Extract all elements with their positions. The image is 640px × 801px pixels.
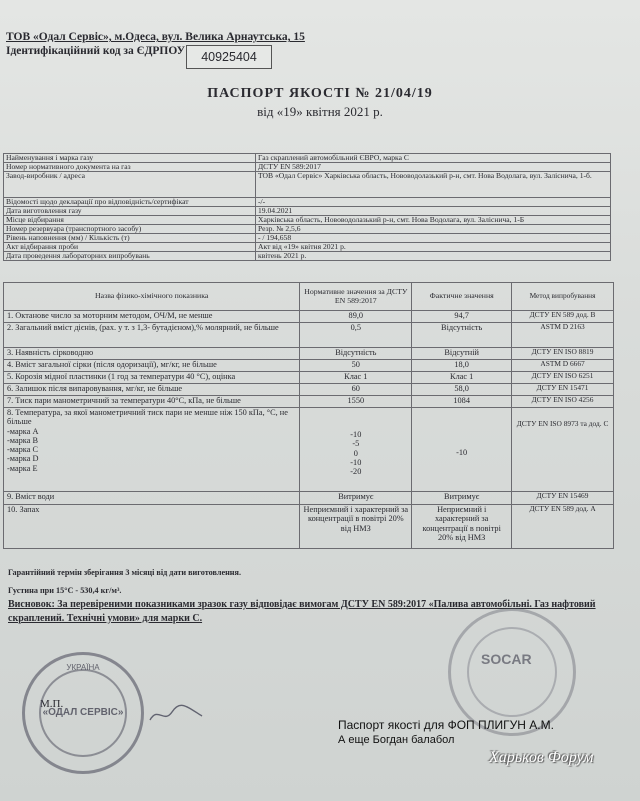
norm-c: 0 bbox=[353, 448, 358, 458]
row8-actual: -10 bbox=[412, 408, 512, 492]
density-note: Густина при 15°С - 530,4 кг/м³. bbox=[8, 586, 122, 595]
table-row: 5. Корозія мідної пластинки (1 год за температури 40 °С), оцінка Клас 1 Клас 1 ДСТУ EN ISO 6251 bbox=[4, 372, 614, 384]
table-row: 3. Наявність сірководню Відсутність Відсутній ДСТУ EN ISO 8819 bbox=[4, 348, 614, 360]
storage-note: Гарантійний термін зберігання 3 місяці від дати виготовлення. bbox=[8, 568, 242, 577]
conclusion: Висновок: За перевіреними показниками зразок газу відповідає вимогам ДСТУ EN 589:2017 «Палива автомобільні. Газ нафтовий скраплений. Технічні умови» для марки С. bbox=[8, 599, 596, 624]
grade-a: -марка А bbox=[7, 426, 39, 436]
socar-stamp-icon bbox=[448, 608, 576, 736]
table-row: 10. Запах Неприємний і характерний за концентрації в повітрі 20% від НМЗ Неприємний і характерний за концентрації в повітрі 20% від НМЗ ДСТУ EN 589 дод. А bbox=[4, 505, 614, 549]
forum-watermark: Харьков Форум bbox=[489, 749, 594, 766]
info-row: Дата виготовлення газу 19.04.2021 bbox=[4, 206, 611, 215]
grade-b: -марка В bbox=[7, 435, 38, 445]
company-header: ТОВ «Одал Сервіс», м.Одеса, вул. Велика Арнаутська, 15 bbox=[6, 31, 305, 43]
table-row: 4. Вміст загальної сірки (після одоризації), мг/кг, не більше 50 18,0 ASTM D 6667 bbox=[4, 360, 614, 372]
edrpou-code: 40925404 bbox=[186, 45, 272, 69]
col-actual-header: Фактичне значення bbox=[412, 283, 512, 311]
seal-name: «ОДАЛ СЕРВІС» bbox=[42, 707, 124, 718]
seal-country: УКРАЇНА bbox=[66, 663, 100, 672]
table-row: 2. Загальний вміст дієнів, (рах. у т. з 1,3- бутадієном),% молярний, не більше 0,5 Відсутність ASTM D 2163 bbox=[4, 323, 614, 348]
info-row: Завод-виробник / адреса ТОВ «Одал Сервіс» Харківська область, Нововодолазький р-н, смт. Нова Водолага, вул. Заліснича, 1-б. bbox=[4, 171, 611, 197]
info-row: Номер нормативного документа на газ ДСТУ EN 589:2017 bbox=[4, 162, 611, 171]
table-row: 6. Залишок після випаровування, мг/кг, не більше 60 58,0 ДСТУ EN 15471 bbox=[4, 384, 614, 396]
info-row: Відомості щодо декларації про відповідність/сертифікат -/- bbox=[4, 197, 611, 206]
norm-b: -5 bbox=[352, 439, 360, 449]
table-row: 1. Октанове число за моторним методом, ОЧ/М, не менше 89,0 94,7 ДСТУ EN 589 дод. В bbox=[4, 311, 614, 323]
socar-text: SOCAR bbox=[481, 651, 532, 667]
passport-date: від «19» квітня 2021 р. bbox=[257, 104, 383, 119]
info-row: Дата проведення лабораторних випробувань квітень 2021 р. bbox=[4, 251, 611, 260]
info-row: Рівень наповнення (мм) / Кількість (т) - / 194,658 bbox=[4, 233, 611, 242]
info-row: Місце відбирання Харківська область, Нововодолазький р-н, смт. Нова Водолага, вул. Заліснича, 1-Б bbox=[4, 215, 611, 224]
info-row: Акт відбирання проби Акт від «19» квітня 2021 р. bbox=[4, 242, 611, 251]
col-method-header: Метод випробування bbox=[512, 283, 614, 311]
caption-line-2: А еще Богдан балабол bbox=[338, 734, 455, 746]
row8-name: 8. Температура, за якої манометричний тиск пари не менше ніж 150 кПа, °С, не більше bbox=[7, 408, 288, 427]
table-row bbox=[4, 408, 614, 492]
passport-title: ПАСПОРТ ЯКОСТІ № 21/04/19 bbox=[207, 86, 433, 101]
grade-d: -марка D bbox=[7, 454, 39, 464]
info-row: Найменування і марка газу Газ скраплений автомобільний ЄВРО, марка С bbox=[4, 154, 611, 163]
signature-icon bbox=[146, 702, 206, 726]
norm-a: -10 bbox=[350, 430, 362, 439]
grade-c: -марка С bbox=[7, 445, 38, 455]
norm-e: -20 bbox=[350, 467, 362, 477]
company-seal-icon bbox=[22, 652, 144, 774]
col-name-header: Назва фізико-хімічного показника bbox=[4, 283, 300, 311]
col-norm-header: Нормативне значення за ДСТУ EN 589:2017 bbox=[300, 283, 412, 311]
info-row: Номер резервуара (транспортного засобу) Резр. № 2,5,6 bbox=[4, 224, 611, 233]
mp-label: М.П. bbox=[40, 698, 64, 710]
info-table bbox=[3, 153, 611, 261]
table-row: 9. Вміст води Витримує Витримує ДСТУ EN 15469 bbox=[4, 492, 614, 505]
norm-d: -10 bbox=[350, 457, 362, 467]
params-table bbox=[3, 282, 614, 549]
edrpou-label: Ідентифікаційний код за ЄДРПОУ bbox=[6, 45, 186, 57]
grade-e: -марка Е bbox=[7, 463, 38, 473]
table-row: 7. Тиск пари манометричний за температури 40°С, кПа, не більше 1550 1084 ДСТУ EN ISO 4256 bbox=[4, 396, 614, 408]
row8-method: ДСТУ EN ISO 8973 та дод. С bbox=[512, 408, 614, 492]
params-header-row bbox=[4, 283, 614, 311]
caption-line-1: Паспорт якості для ФОП ПЛИГУН А.М. bbox=[338, 718, 554, 732]
